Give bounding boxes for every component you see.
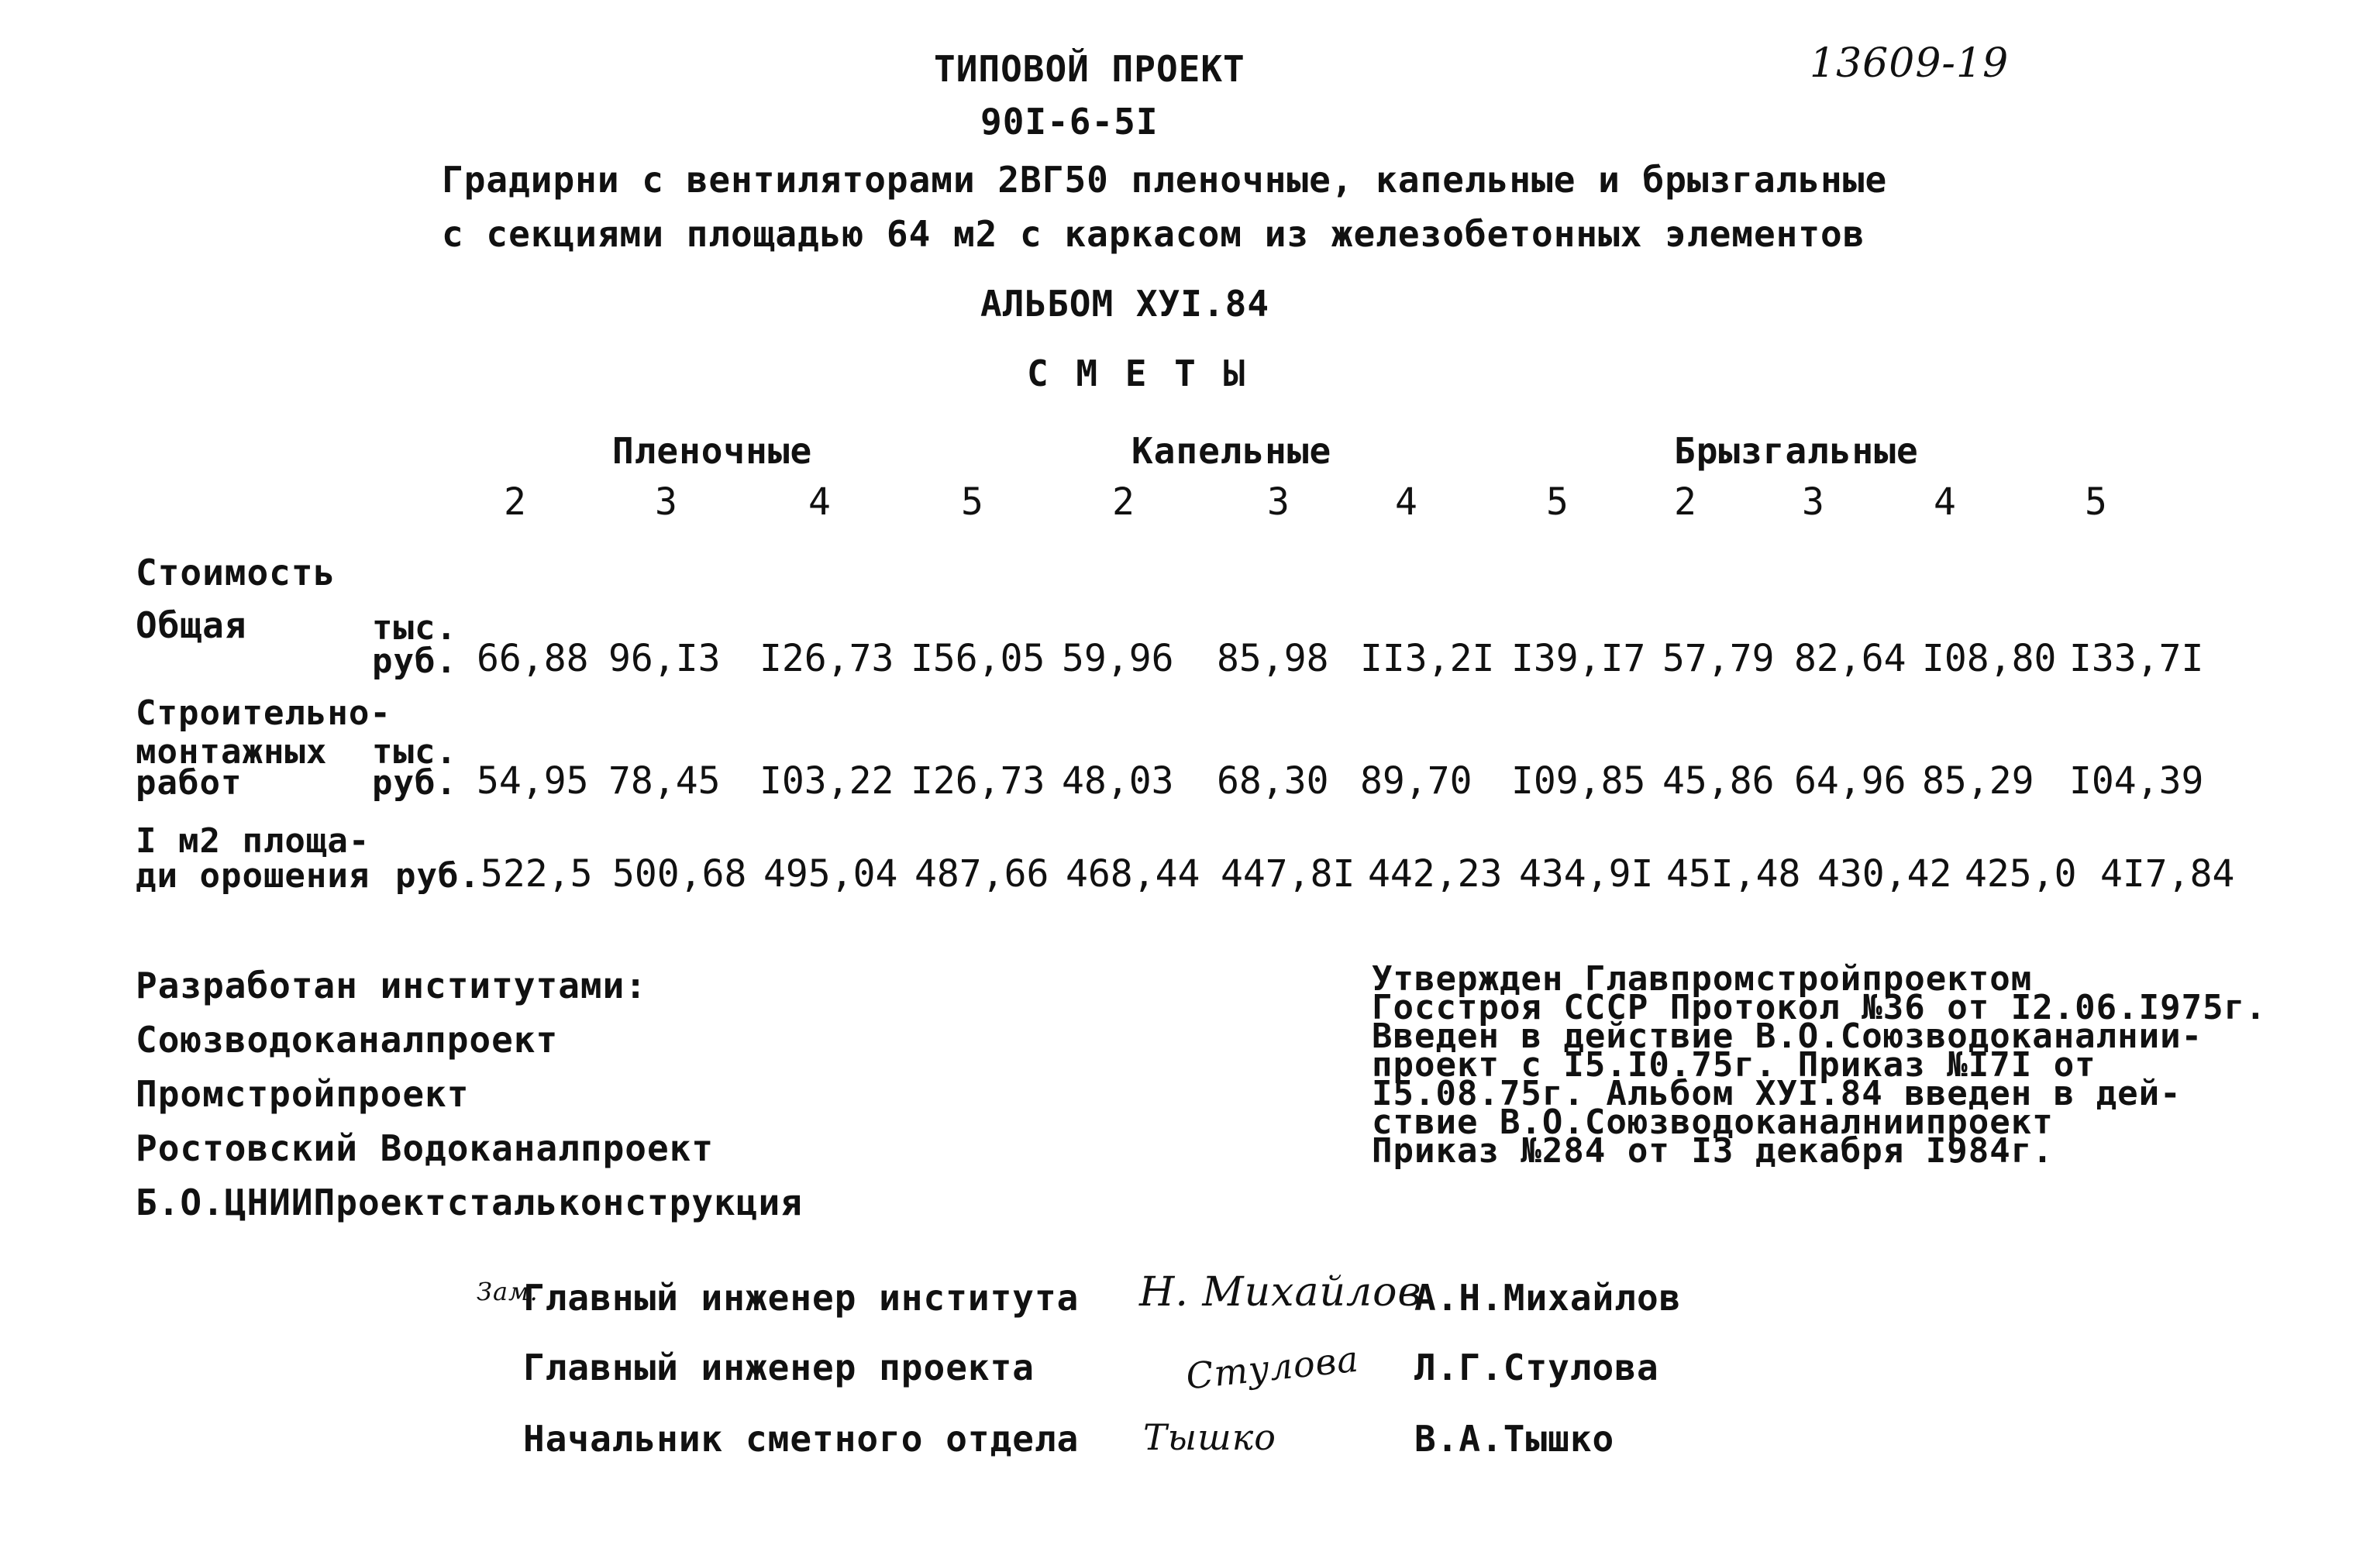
group-header-drip: Капельные bbox=[1131, 430, 1332, 472]
column-number: 2 bbox=[1674, 480, 1696, 524]
value-cell: 54,95 bbox=[477, 759, 589, 803]
signatory-name: В.А.Тышко bbox=[1414, 1418, 1615, 1460]
value-cell: I33,7I bbox=[2069, 637, 2204, 680]
column-number: 3 bbox=[655, 480, 677, 524]
value-cell: 96,I3 bbox=[608, 637, 721, 680]
row-label-construction: монтажных bbox=[136, 732, 328, 772]
row-unit: тыс. bbox=[372, 732, 457, 772]
cost-section-label: Стоимость bbox=[136, 552, 336, 593]
value-cell: 89,70 bbox=[1360, 759, 1472, 803]
approval-line: проект с I5.I0.75г. Приказ №I7I от bbox=[1372, 1045, 2096, 1085]
signatory-name: Л.Г.Стулова bbox=[1414, 1347, 1659, 1388]
handwritten-signature: Н. Михайлов bbox=[1139, 1269, 1422, 1316]
row-unit: руб. bbox=[395, 856, 480, 896]
approval-line: Госстроя СССР Протокол №36 от I2.06.I975г. bbox=[1372, 988, 2267, 1027]
column-number: 2 bbox=[504, 480, 526, 524]
signature-position: Главный инженер института bbox=[523, 1277, 1080, 1319]
value-cell: I39,I7 bbox=[1511, 637, 1646, 680]
project-number: 90I-6-5I bbox=[980, 101, 1159, 143]
value-cell: 495,04 bbox=[763, 852, 898, 896]
value-cell: 500,68 bbox=[612, 852, 747, 896]
row-unit: тыс. bbox=[372, 608, 457, 648]
value-cell: 85,29 bbox=[1922, 759, 2034, 803]
signature-position: Главный инженер проекта bbox=[523, 1347, 1035, 1388]
value-cell: 4I7,84 bbox=[2100, 852, 2235, 896]
value-cell: I09,85 bbox=[1511, 759, 1646, 803]
value-cell: I08,80 bbox=[1922, 637, 2057, 680]
developer-institute: Б.О.ЦНИИПроектстальконструкция bbox=[136, 1182, 803, 1223]
value-cell: II3,2I bbox=[1360, 637, 1495, 680]
value-cell: 468,44 bbox=[1066, 852, 1200, 896]
row-label-per-m2: I м2 площа- bbox=[136, 821, 370, 861]
approval-line: Утвержден Главпромстройпроектом bbox=[1372, 959, 2033, 999]
value-cell: 59,96 bbox=[1062, 637, 1174, 680]
column-number: 3 bbox=[1802, 480, 1824, 524]
value-cell: 78,45 bbox=[608, 759, 721, 803]
developer-institute: Союзводоканалпроект bbox=[136, 1019, 559, 1061]
handwritten-signature: Стулова bbox=[1183, 1337, 1361, 1398]
column-number: 5 bbox=[2085, 480, 2107, 524]
column-number: 3 bbox=[1267, 480, 1290, 524]
title-line-2: с секциями площадью 64 м2 с каркасом из железобетонных элементов bbox=[442, 213, 1865, 255]
value-cell: 45I,48 bbox=[1666, 852, 1801, 896]
approval-line: Приказ №284 от I3 декабря I984г. bbox=[1372, 1131, 2054, 1171]
value-cell: 522,5 bbox=[480, 852, 593, 896]
column-number: 2 bbox=[1112, 480, 1135, 524]
value-cell: 85,98 bbox=[1217, 637, 1329, 680]
developer-institute: Промстройпроект bbox=[136, 1073, 470, 1115]
value-cell: I04,39 bbox=[2069, 759, 2204, 803]
value-cell: I26,73 bbox=[911, 759, 1045, 803]
column-number: 4 bbox=[1395, 480, 1417, 524]
value-cell: 48,03 bbox=[1062, 759, 1174, 803]
group-header-spray: Брызгальные bbox=[1674, 430, 1919, 472]
column-number: 4 bbox=[1934, 480, 1956, 524]
approval-line: ствие В.О.Союзводоканалниипроект bbox=[1372, 1103, 2054, 1142]
value-cell: 82,64 bbox=[1794, 637, 1906, 680]
value-cell: I56,05 bbox=[911, 637, 1045, 680]
value-cell: 64,96 bbox=[1794, 759, 1906, 803]
approval-line: Введен в действие В.О.Союзводоканалнии- bbox=[1372, 1017, 2203, 1056]
value-cell: I26,73 bbox=[759, 637, 894, 680]
row-unit: руб. bbox=[372, 642, 457, 681]
value-cell: 68,30 bbox=[1217, 759, 1329, 803]
value-cell: 434,9I bbox=[1519, 852, 1654, 896]
handwritten-signature: Тышко bbox=[1143, 1416, 1276, 1458]
value-cell: 487,66 bbox=[914, 852, 1049, 896]
row-unit: руб. bbox=[372, 763, 457, 803]
album-label: АЛЬБОМ ХУI.84 bbox=[980, 283, 1270, 325]
column-number: 5 bbox=[961, 480, 983, 524]
column-number: 5 bbox=[1546, 480, 1569, 524]
developers-heading: Разработан институтами: bbox=[136, 965, 647, 1006]
value-cell: 66,88 bbox=[477, 637, 589, 680]
value-cell: 45,86 bbox=[1662, 759, 1775, 803]
row-label-total: Общая bbox=[136, 604, 247, 646]
signature-position: Начальник сметного отдела bbox=[523, 1418, 1080, 1460]
inventory-number-handwritten: 13609-19 bbox=[1810, 40, 2010, 87]
row-label-per-m2: ди орошения bbox=[136, 856, 370, 896]
developer-institute: Ростовский Водоканалпроект bbox=[136, 1127, 715, 1169]
column-number: 4 bbox=[808, 480, 831, 524]
value-cell: 447,8I bbox=[1221, 852, 1355, 896]
row-label-construction: Строительно- bbox=[136, 693, 391, 733]
value-cell: I03,22 bbox=[759, 759, 894, 803]
signature-prefix: Зам. bbox=[477, 1277, 539, 1306]
signatory-name: А.Н.Михайлов bbox=[1414, 1277, 1682, 1319]
value-cell: 425,0 bbox=[1965, 852, 2077, 896]
value-cell: 442,23 bbox=[1368, 852, 1503, 896]
value-cell: 430,42 bbox=[1817, 852, 1952, 896]
row-label-construction: работ bbox=[136, 763, 243, 803]
approval-line: I5.08.75г. Альбом ХУI.84 введен в дей- bbox=[1372, 1074, 2182, 1113]
title-line-1: Градирни с вентиляторами 2ВГ50 пленочные, капельные и брызгальные bbox=[442, 159, 1888, 201]
value-cell: 57,79 bbox=[1662, 637, 1775, 680]
doc-type: ТИПОВОЙ ПРОЕКТ bbox=[934, 48, 1245, 90]
section-title: С М Е Т Ы bbox=[1027, 353, 1249, 394]
group-header-film: Пленочные bbox=[612, 430, 813, 472]
